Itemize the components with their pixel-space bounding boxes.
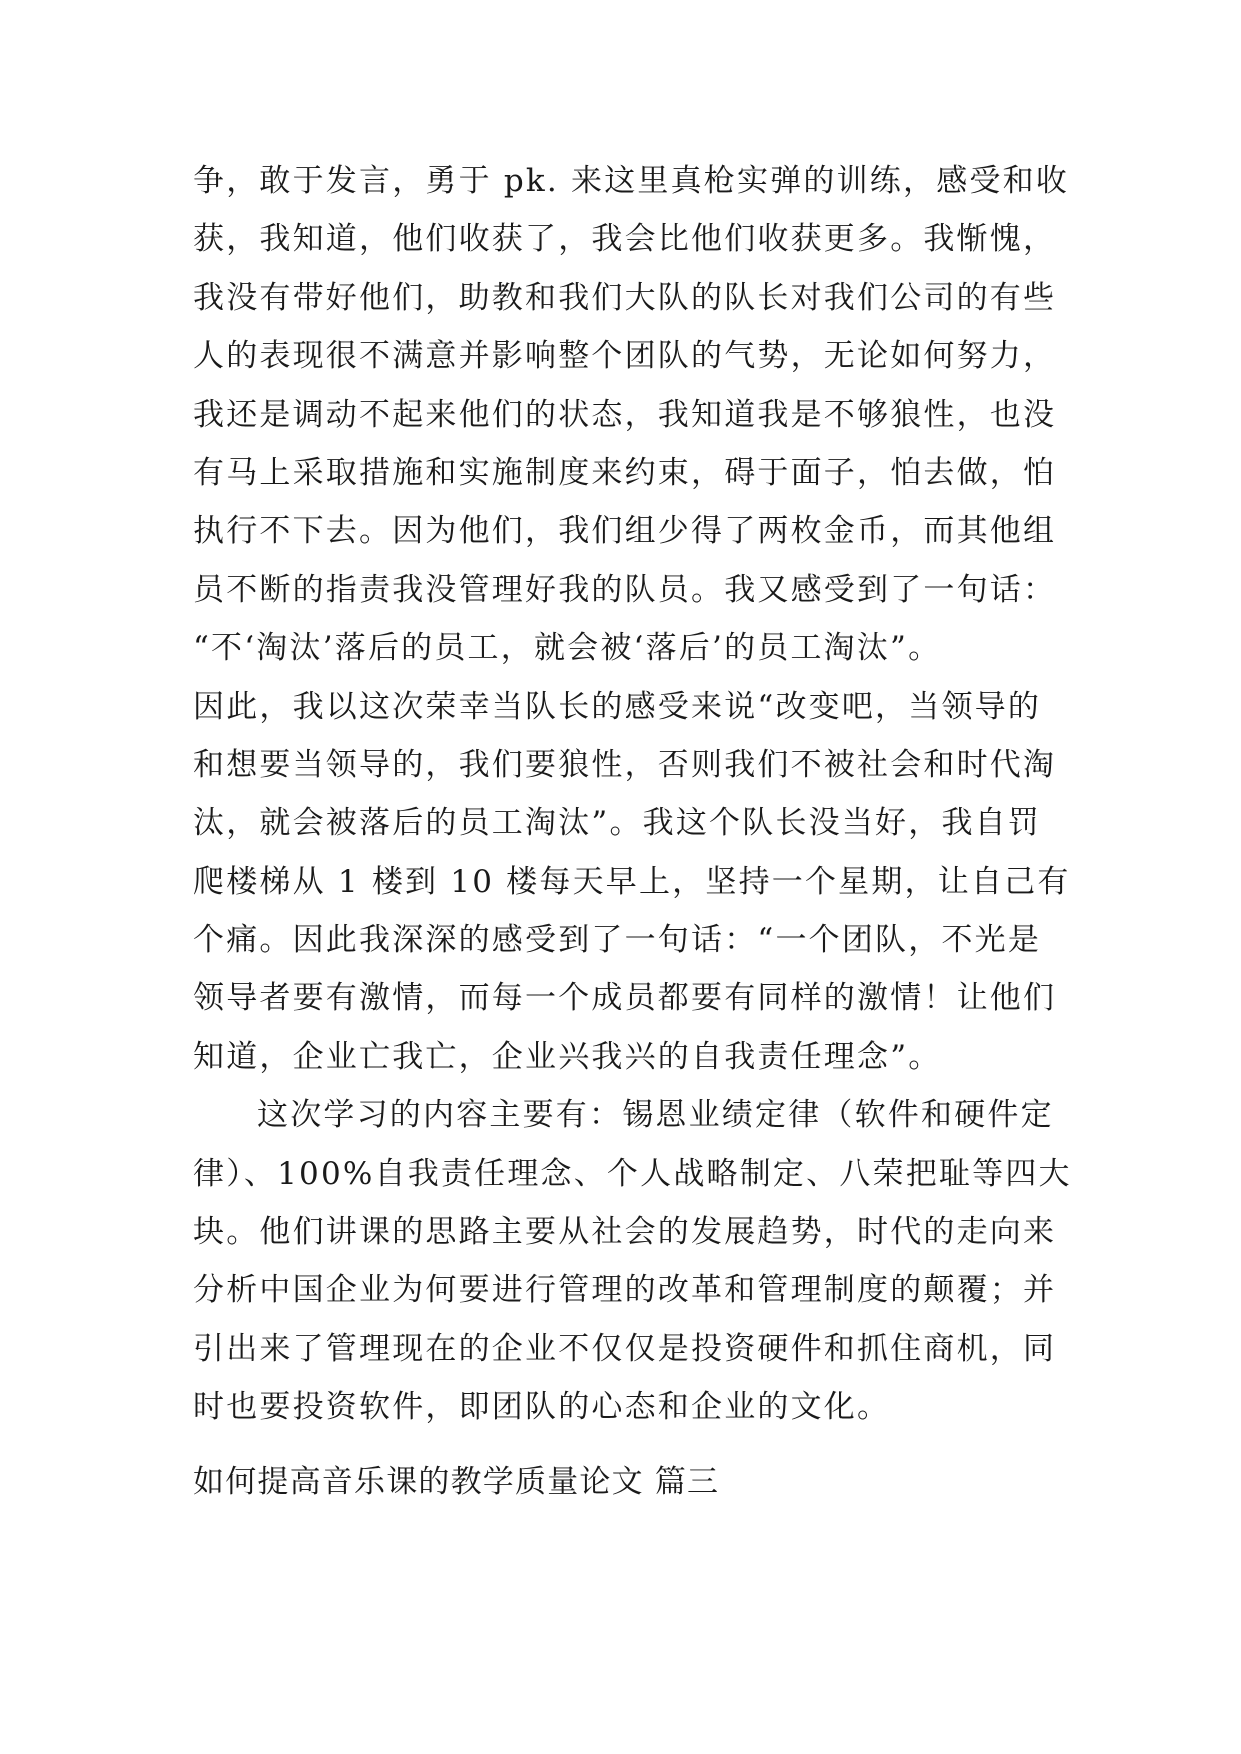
text-line: 员不断的指责我没管理好我的队员。我又感受到了一句话： <box>193 571 1057 608</box>
body-text <box>193 152 1072 1437</box>
paragraph-start-line: 这次学习的内容主要有：锡恩业绩定律（软件和硬件定 <box>257 1097 1054 1134</box>
text-line: 因此，我以这次荣幸当队长的感受来说“改变吧，当领导的 <box>193 688 1042 725</box>
text-line: 律）、100%自我责任理念、个人战略制定、八荣把耻等四大 <box>193 1155 1072 1192</box>
text-line: 引出来了管理现在的企业不仅仅是投资硬件和抓住商机，同 <box>193 1330 1057 1367</box>
text-line: “不‘淘汰’落后的员工，就会被‘落后’的员工淘汰”。 <box>193 630 942 667</box>
text-line: 和想要当领导的，我们要狼性，否则我们不被社会和时代淘 <box>193 746 1057 783</box>
text-line: 有马上采取措施和实施制度来约束，碍于面子，怕去做，怕 <box>193 454 1057 491</box>
text-line: 争，敢于发言，勇于 pk. 来这里真枪实弹的训练，感受和收 <box>193 163 1069 199</box>
text-line: 获，我知道，他们收获了，我会比他们收获更多。我惭愧， <box>193 221 1057 258</box>
text-line: 块。他们讲课的思路主要从社会的发展趋势，时代的走向来 <box>193 1214 1057 1251</box>
text-line: 领导者要有激情，而每一个成员都要有同样的激情！让他们 <box>193 980 1057 1017</box>
text-line: 爬楼梯从 1 楼到 10 楼每天早上，坚持一个星期，让自己有 <box>193 863 1071 900</box>
text-line: 人的表现很不满意并影响整个团队的气势，无论如何努力， <box>193 338 1057 375</box>
text-line: 时也要投资软件，即团队的心态和企业的文化。 <box>193 1389 891 1426</box>
text-line: 我还是调动不起来他们的状态，我知道我是不够狼性，也没 <box>193 396 1057 433</box>
text-line: 个痛。因此我深深的感受到了一句话：“一个团队，不光是 <box>193 922 1042 959</box>
text-line: 我没有带好他们，助教和我们大队的队长对我们公司的有些 <box>193 279 1057 316</box>
text-line: 执行不下去。因为他们，我们组少得了两枚金币，而其他组 <box>193 513 1057 550</box>
text-line: 分析中国企业为何要进行管理的改革和管理制度的颠覆；并 <box>193 1272 1057 1309</box>
section-heading: 如何提高音乐课的教学质量论文 篇三 <box>193 1464 720 1500</box>
text-line: 汰，就会被落后的员工淘汰”。我这个队长没当好，我自罚 <box>193 805 1042 842</box>
text-line: 知道，企业亡我亡，企业兴我兴的自我责任理念”。 <box>193 1038 942 1075</box>
